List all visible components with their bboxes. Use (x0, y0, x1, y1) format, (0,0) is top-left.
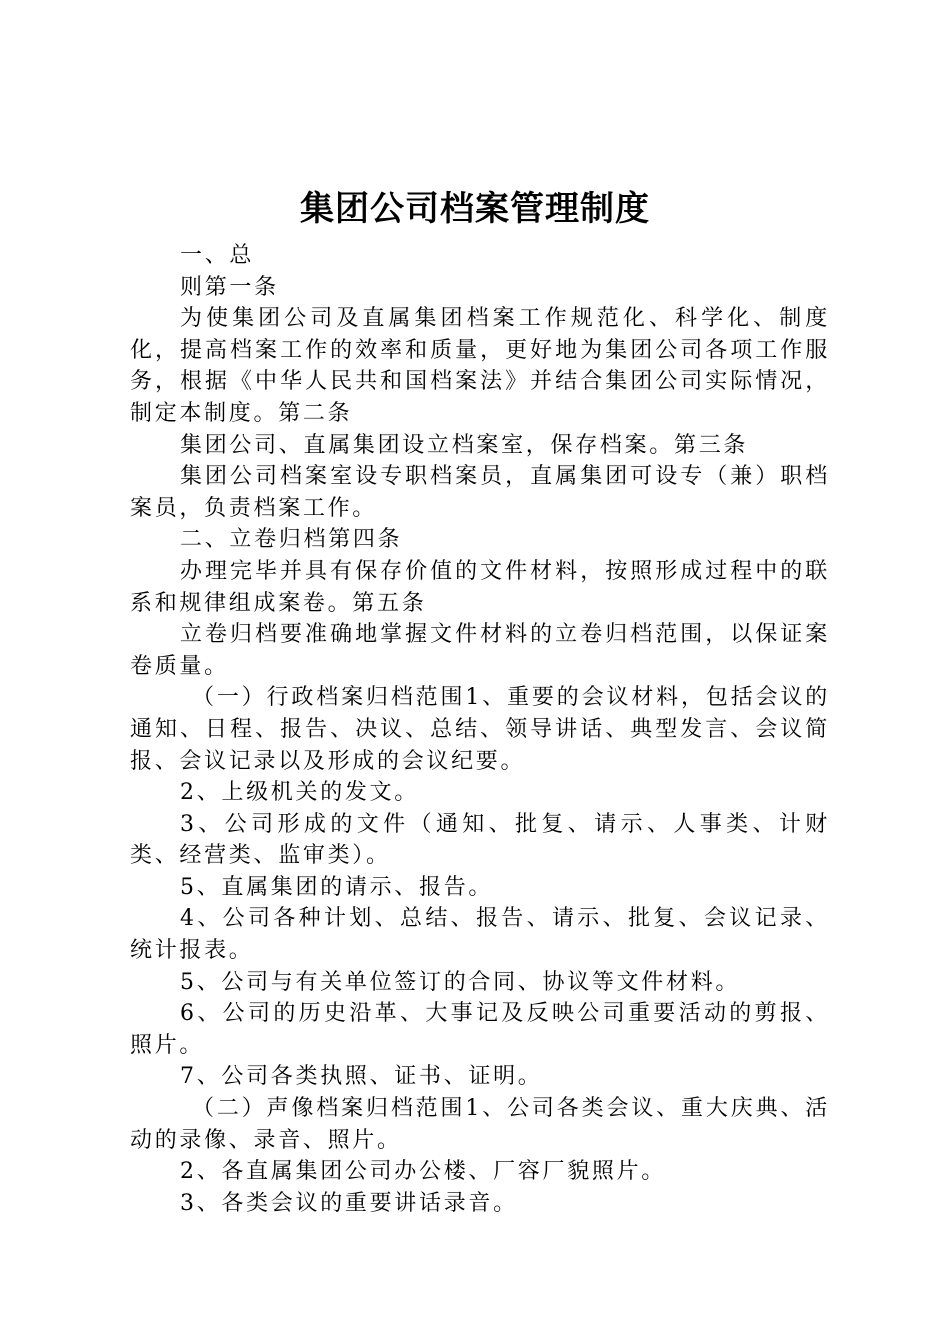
document-title: 集团公司档案管理制度 (300, 189, 650, 229)
paragraph: 4、公司各种计划、总结、报告、请示、批复、会议记录、统计报表。 (130, 906, 830, 964)
paragraph: 立卷归档要准确地掌握文件材料的立卷归档范围，以保证案卷质量。 (130, 622, 830, 679)
paragraph: 2、各直属集团公司办公楼、厂容厂貌照片。 (180, 1159, 666, 1185)
paragraph: 集团公司、直属集团设立档案室，保存档案。第三条 (180, 432, 749, 458)
paragraph: 6、公司的历史沿革、大事记及反映公司重要活动的剪报、照片。 (130, 1001, 830, 1058)
paragraph: 7、公司各类执照、证书、证明。 (180, 1064, 543, 1090)
paragraph: 集团公司档案室设专职档案员，直属集团可设专（兼）职档案员，负责档案工作。 (130, 464, 830, 521)
paragraph: 2、上级机关的发文。 (180, 780, 419, 806)
document-body (130, 240, 830, 1219)
paragraph: 为使集团公司及直属集团档案工作规范化、科学化、制度化，提高档案工作的效率和质量，更好地为集团公司各项工作服务，根据《中华人民共和国档案法》并结合集团公司实际情况，制定本制度。第二条 (130, 306, 830, 426)
paragraph: 5、直属集团的请示、报告。 (180, 874, 494, 900)
paragraph: 办理完毕并具有保存价值的文件材料，按照形成过程中的联系和规律组成案卷。第五条 (130, 558, 830, 616)
paragraph: 5、公司与有关单位签订的合同、协议等文件材料。 (180, 969, 741, 995)
paragraph: 3、各类会议的重要讲话录音。 (180, 1190, 518, 1216)
paragraph: （二）声像档案归档范围1、公司各类会议、重大庆典、活动的录像、录音、照片。 (130, 1096, 830, 1153)
paragraph: 一、总 (180, 243, 255, 268)
paragraph: 3、公司形成的文件（通知、批复、请示、人事类、计财类、经营类、监审类）。 (130, 811, 830, 869)
paragraph: 则第一条 (180, 274, 279, 300)
paragraph: 二、立卷归档第四条 (180, 527, 403, 553)
paragraph: （一）行政档案归档范围1、重要的会议材料，包括会议的通知、日程、报告、决议、总结、领导讲话、典型发言、会议简报、会议记录以及形成的会议纪要。 (130, 685, 830, 774)
